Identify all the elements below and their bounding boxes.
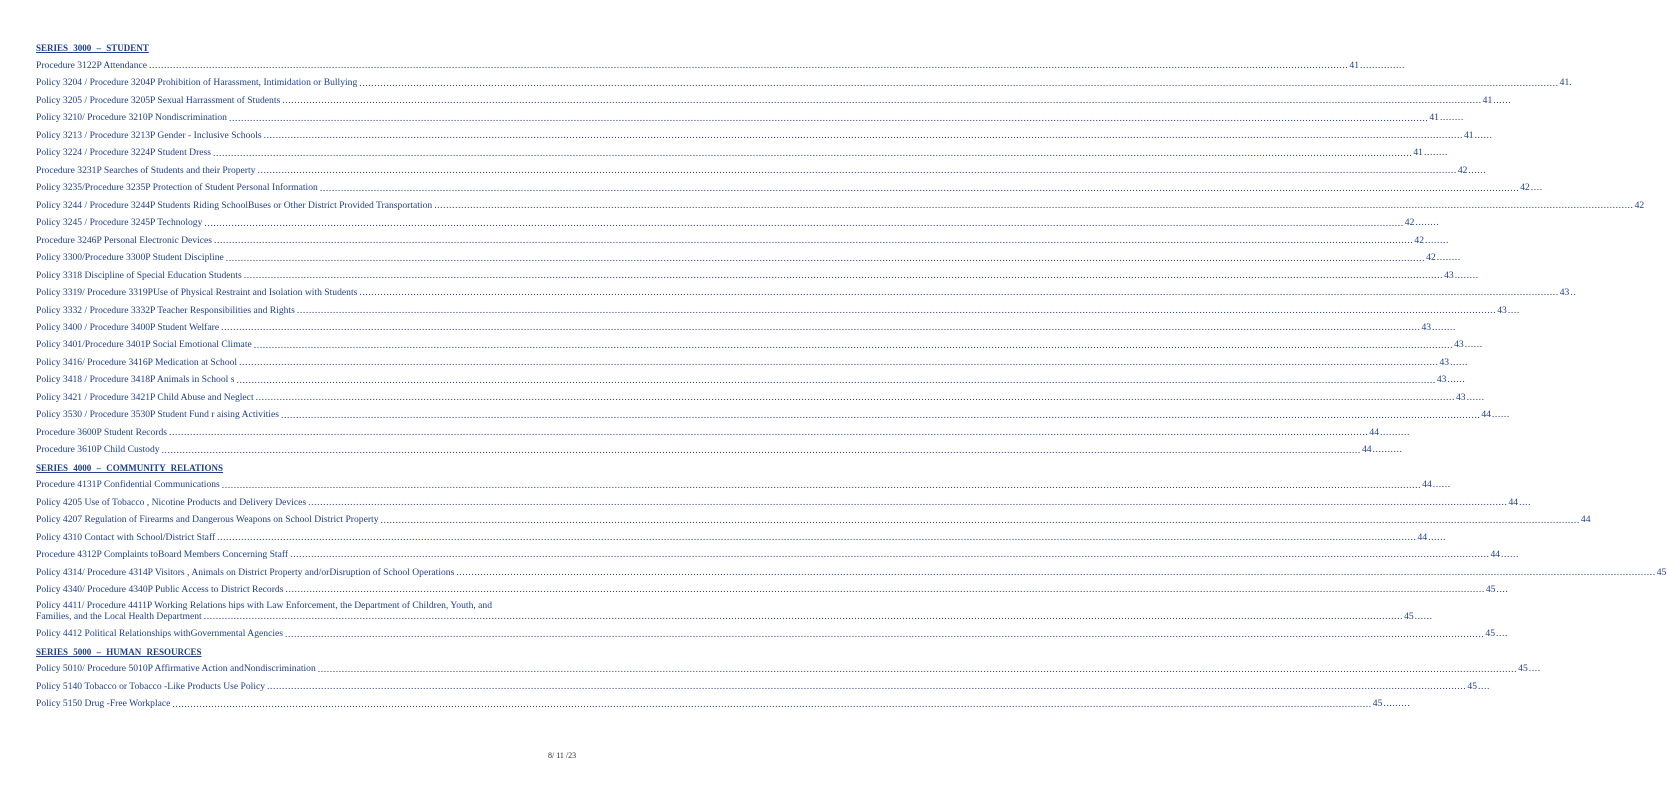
dot-leader: ................................................................................................................................................................................................................................................................................................................................................................................................................ — [257, 165, 1457, 177]
toc-entry-label: Policy 3401/Procedure 3401P Social Emotional Climate — [36, 339, 252, 351]
page-number: 43 — [1421, 321, 1432, 333]
toc-entry — [36, 403, 1510, 421]
trailing-dots: ........ — [1439, 112, 1464, 124]
toc-entry — [36, 543, 1520, 561]
page-number: 43 — [1454, 339, 1464, 351]
page-number: 43 — [1444, 269, 1454, 281]
trailing-dots: ...... — [1493, 94, 1512, 106]
page-number: 45 — [1656, 566, 1667, 578]
page-number: 44 — [1481, 409, 1491, 421]
toc-entry-label: Policy 3318 Discipline of Special Education Students — [36, 269, 242, 281]
page-number: 43 — [1439, 356, 1450, 368]
trailing-dots: ........ — [1423, 147, 1448, 159]
toc-entry — [36, 350, 1469, 369]
toc-entry — [36, 88, 1512, 107]
trailing-dots: .... — [1496, 584, 1509, 595]
toc-entry — [36, 193, 1645, 212]
page-number: 43 — [1455, 391, 1466, 403]
toc-entry — [36, 525, 1447, 543]
toc-entry — [36, 385, 1485, 404]
dot-leader: ................................................................................................................................................................................................................................................................................................................................................................................................................ — [172, 698, 1372, 710]
trailing-dots: ........ — [1454, 269, 1479, 281]
toc-entry-label: Policy 5150 Drug -Free Workplace — [36, 698, 171, 710]
toc-entry — [36, 246, 1461, 264]
page-number: 42 — [1457, 164, 1468, 176]
toc-entry — [36, 333, 1483, 351]
trailing-dots: ........ — [1415, 217, 1440, 229]
dot-leader: ................................................................................................................................................................................................................................................................................................................................................................................................................ — [203, 611, 1404, 623]
trailing-dots: .... — [1507, 304, 1520, 316]
dot-leader: ................................................................................................................................................................................................................................................................................................................................................................................................................ — [204, 217, 1404, 229]
series-heading-label: SERIES 5000 – HUMAN RESOURCES — [36, 646, 202, 657]
dot-leader: ................................................................................................................................................................................................................................................................................................................................................................................................................ — [169, 427, 1369, 439]
toc-entry-label: Policy 4412 Political Relationships withGovernmental Agencies — [36, 628, 284, 640]
dot-leader: ................................................................................................................................................................................................................................................................................................................................................................................................................ — [212, 147, 1413, 159]
page-number: 45 — [1467, 680, 1478, 692]
trailing-dots: .... — [1478, 680, 1491, 692]
page-number: 42 — [1520, 182, 1530, 194]
dot-leader: ................................................................................................................................................................................................................................................................................................................................................................................................................ — [434, 200, 1634, 212]
toc-entry — [36, 368, 1466, 386]
toc-entry-label: Policy 4411/ Procedure 4411P Working Relations hips with Law Enforcement, the Department of Children, Youth, and — [36, 600, 493, 611]
toc-entry-label: Policy 3204 / Procedure 3204P Prohibition of Harassment, Intimidation or Bullying — [36, 77, 358, 89]
page-number: 41 — [1482, 94, 1493, 106]
toc-entry — [36, 123, 1493, 142]
dot-leader: ................................................................................................................................................................................................................................................................................................................................................................................................................ — [282, 95, 1482, 107]
dot-leader: ................................................................................................................................................................................................................................................................................................................................................................................................................ — [255, 392, 1455, 404]
dot-leader: ................................................................................................................................................................................................................................................................................................................................................................................................................ — [456, 566, 1656, 578]
toc-entry-label: Policy 3332 / Procedure 3332P Teacher Responsibilities and Rights — [36, 304, 295, 316]
toc-entry-label: Procedure 3610P Child Custody — [36, 444, 160, 456]
toc-entry-label: Policy 4207 Regulation of Firearms and Dangerous Weapons on School District Property — [36, 514, 379, 526]
page-number: 44 — [1580, 514, 1591, 526]
series-heading — [36, 455, 590, 472]
toc-entry-label: Policy 3421 / Procedure 3421P Child Abuse and Neglect — [36, 391, 254, 403]
trailing-dots: ............... — [1359, 59, 1405, 71]
toc-entry-label-continued: Families, and the Local Health Department — [36, 611, 202, 622]
toc-entry-label: Policy 3400 / Procedure 3400P Student Welfare — [36, 321, 220, 333]
page-number: 41 — [1349, 59, 1359, 71]
dot-leader: ................................................................................................................................................................................................................................................................................................................................................................................................................ — [225, 252, 1426, 264]
toc-entry-label: Policy 3235/Procedure 3235P Protection of Student Personal Information — [36, 182, 318, 194]
dot-leader: ................................................................................................................................................................................................................................................................................................................................................................................................................ — [319, 182, 1520, 194]
dot-leader: ................................................................................................................................................................................................................................................................................................................................................................................................................ — [239, 357, 1439, 369]
trailing-dots: ...... — [1450, 356, 1469, 368]
page-number: 41 — [1429, 112, 1439, 124]
toc-entry-label: Policy 4310 Contact with School/District Staff — [36, 531, 216, 543]
page-number: 43 — [1497, 304, 1507, 316]
dot-leader: ................................................................................................................................................................................................................................................................................................................................................................................................................ — [228, 112, 1429, 124]
trailing-dots: ...... — [1491, 409, 1510, 421]
page-number: 45 — [1404, 611, 1414, 622]
toc-entry — [36, 508, 1591, 526]
page-number: 44 — [1490, 549, 1501, 561]
page-number: 45 — [1485, 584, 1496, 595]
toc-entry-label: Procedure 4312P Complaints toBoard Members Concerning Staff — [36, 549, 289, 561]
dot-leader: ................................................................................................................................................................................................................................................................................................................................................................................................................ — [267, 681, 1467, 693]
page-number: 41 — [1463, 129, 1474, 141]
toc-entry-label: Policy 4205 Use of Tobacco , Nicotine Products and Delivery Devices — [36, 496, 307, 508]
toc-entry — [36, 595, 1433, 623]
page-number: 41. — [1559, 77, 1572, 89]
toc-entry — [36, 106, 1464, 124]
toc-entry — [36, 692, 1411, 710]
page-number: 44 — [1369, 426, 1379, 438]
dot-leader: ................................................................................................................................................................................................................................................................................................................................................................................................................ — [290, 549, 1490, 561]
page-number: 45 — [1518, 663, 1528, 675]
page-number: 41 — [1413, 147, 1423, 159]
toc-entry-label: Policy 3319/ Procedure 3319PUse of Physical Restraint and Isolation with Students — [36, 287, 358, 299]
trailing-dots: .... — [1530, 182, 1543, 194]
table-of-contents — [36, 36, 1667, 710]
trailing-dots: ...... — [1414, 611, 1433, 622]
page-number: 42 — [1414, 234, 1424, 246]
toc-entry — [36, 158, 1487, 177]
toc-entry — [36, 657, 1541, 675]
toc-entry-label: Policy 4340/ Procedure 4340P Public Access to District Records — [36, 584, 284, 595]
series-heading-label: SERIES 4000 – COMMUNITY RELATIONS — [36, 462, 224, 473]
series-heading — [36, 36, 590, 53]
page-number: 43 — [1436, 374, 1447, 386]
toc-entry — [36, 141, 1448, 159]
trailing-dots: .. — [1570, 287, 1577, 299]
trailing-dots: ...... — [1474, 129, 1493, 141]
toc-entry — [36, 71, 1572, 89]
page-number: 42 — [1404, 217, 1415, 229]
toc-entry — [36, 228, 1449, 247]
dot-leader: ................................................................................................................................................................................................................................................................................................................................................................................................................ — [243, 269, 1444, 281]
trailing-dots: .... — [1528, 663, 1541, 675]
page-number: 42 — [1426, 252, 1436, 264]
toc-entry-label: Procedure 3122P Attendance — [36, 59, 148, 71]
toc-entry — [36, 298, 1520, 316]
toc-entry — [36, 578, 1509, 596]
toc-entry-label: Policy 3418 / Procedure 3418P Animals in School s — [36, 374, 235, 386]
page-number: 45 — [1485, 628, 1495, 640]
dot-leader: ................................................................................................................................................................................................................................................................................................................................................................................................................ — [296, 304, 1497, 316]
trailing-dots: ........ — [1432, 321, 1457, 333]
page-number: 44 — [1508, 496, 1519, 508]
dot-leader: ................................................................................................................................................................................................................................................................................................................................................................................................................ — [380, 514, 1580, 526]
trailing-dots: ...... — [1464, 339, 1483, 351]
trailing-dots: ......... — [1383, 698, 1411, 710]
toc-entry-label: Policy 3205 / Procedure 3205P Sexual Harrassment of Students — [36, 94, 281, 106]
trailing-dots: ...... — [1432, 479, 1451, 491]
toc-entry — [36, 674, 1491, 693]
toc-entry-label: Procedure 3600P Student Records — [36, 426, 168, 438]
dot-leader: ................................................................................................................................................................................................................................................................................................................................................................................................................ — [359, 287, 1559, 299]
trailing-dots: .......... — [1379, 426, 1410, 438]
trailing-dots: ...... — [1428, 531, 1447, 543]
toc-entry — [36, 176, 1543, 194]
toc-entry — [36, 316, 1457, 334]
toc-entry — [36, 420, 1410, 439]
series-heading — [36, 639, 590, 656]
dot-leader: ................................................................................................................................................................................................................................................................................................................................................................................................................ — [308, 497, 1508, 509]
toc-entry — [36, 438, 1403, 456]
trailing-dots: ...... — [1466, 391, 1485, 403]
trailing-dots: .......... — [1372, 444, 1403, 456]
trailing-dots: ...... — [1468, 164, 1487, 176]
dot-leader: ................................................................................................................................................................................................................................................................................................................................................................................................................ — [217, 532, 1417, 543]
toc-entry — [36, 490, 1532, 509]
dot-leader: ................................................................................................................................................................................................................................................................................................................................................................................................................ — [359, 77, 1559, 89]
toc-entry-label: Policy 3210/ Procedure 3210P Nondiscrimination — [36, 112, 227, 124]
toc-entry — [36, 473, 1451, 491]
trailing-dots: ...... — [1447, 374, 1466, 386]
dot-leader: ................................................................................................................................................................................................................................................................................................................................................................................................................ — [236, 374, 1436, 386]
toc-entry-label: Procedure 4131P Confidential Communications — [36, 479, 220, 491]
toc-entry-label: Policy 3213 / Procedure 3213P Gender - Inclusive Schools — [36, 129, 262, 141]
toc-entry — [36, 281, 1577, 299]
toc-entry-label: Policy 5010/ Procedure 5010P Affirmative Action andNondiscrimination — [36, 663, 316, 675]
dot-leader: ................................................................................................................................................................................................................................................................................................................................................................................................................ — [280, 409, 1481, 421]
dot-leader: ................................................................................................................................................................................................................................................................................................................................................................................................................ — [221, 322, 1421, 334]
toc-entry-label: Policy 3300/Procedure 3300P Student Discipline — [36, 252, 224, 264]
dot-leader: ................................................................................................................................................................................................................................................................................................................................................................................................................ — [253, 339, 1454, 351]
dot-leader: ................................................................................................................................................................................................................................................................................................................................................................................................................ — [149, 60, 1349, 72]
dot-leader: ................................................................................................................................................................................................................................................................................................................................................................................................................ — [214, 235, 1414, 247]
dot-leader: ................................................................................................................................................................................................................................................................................................................................................................................................................ — [285, 584, 1485, 596]
toc-entry — [36, 560, 1667, 578]
trailing-dots: ........ — [1436, 252, 1461, 264]
dot-leader: ................................................................................................................................................................................................................................................................................................................................................................................................................ — [263, 130, 1463, 142]
toc-entry-label: Policy 4314/ Procedure 4314P Visitors , Animals on District Property and/orDisruption of School Operations — [36, 566, 455, 578]
dot-leader: ................................................................................................................................................................................................................................................................................................................................................................................................................ — [317, 663, 1518, 675]
page-number: 44 — [1361, 444, 1372, 456]
dot-leader: ................................................................................................................................................................................................................................................................................................................................................................................................................ — [285, 628, 1485, 640]
trailing-dots: .... — [1495, 628, 1508, 640]
toc-entry — [36, 622, 1508, 640]
trailing-dots: ........ — [1424, 234, 1449, 246]
toc-entry — [36, 53, 1405, 72]
toc-entry-label: Policy 3530 / Procedure 3530P Student Fund r aising Activities — [36, 409, 279, 421]
toc-entry-label: Procedure 3246P Personal Electronic Devices — [36, 234, 213, 246]
toc-entry — [36, 211, 1440, 229]
toc-entry-label: Policy 3416/ Procedure 3416P Medication at School — [36, 356, 238, 368]
series-heading-label: SERIES 3000 – STUDENT — [36, 43, 149, 54]
toc-entry-label: Procedure 3231P Searches of Students and their Property — [36, 164, 256, 176]
page-number: 44 — [1417, 531, 1428, 543]
page-number: 42 — [1634, 199, 1645, 211]
toc-entry-label: Policy 3244 / Procedure 3244P Students Riding SchoolBuses or Other District Provided Transportation — [36, 199, 433, 211]
dot-leader: ................................................................................................................................................................................................................................................................................................................................................................................................................ — [221, 479, 1422, 491]
page-number: 45 — [1372, 698, 1383, 710]
toc-entry-label: Policy 5140 Tobacco or Tobacco -Like Products Use Policy — [36, 680, 266, 692]
trailing-dots: .... — [1519, 496, 1532, 508]
trailing-dots: ...... — [1501, 549, 1520, 561]
footer-date: 8/ 11 /23 — [548, 751, 577, 760]
dot-leader: ................................................................................................................................................................................................................................................................................................................................................................................................................ — [161, 444, 1361, 456]
toc-entry — [36, 263, 1479, 281]
page-number: 44 — [1422, 479, 1432, 491]
toc-entry-label: Policy 3245 / Procedure 3245P Technology — [36, 217, 203, 229]
toc-entry-label: Policy 3224 / Procedure 3224P Student Dress — [36, 147, 211, 159]
page-number: 43 — [1559, 287, 1570, 299]
